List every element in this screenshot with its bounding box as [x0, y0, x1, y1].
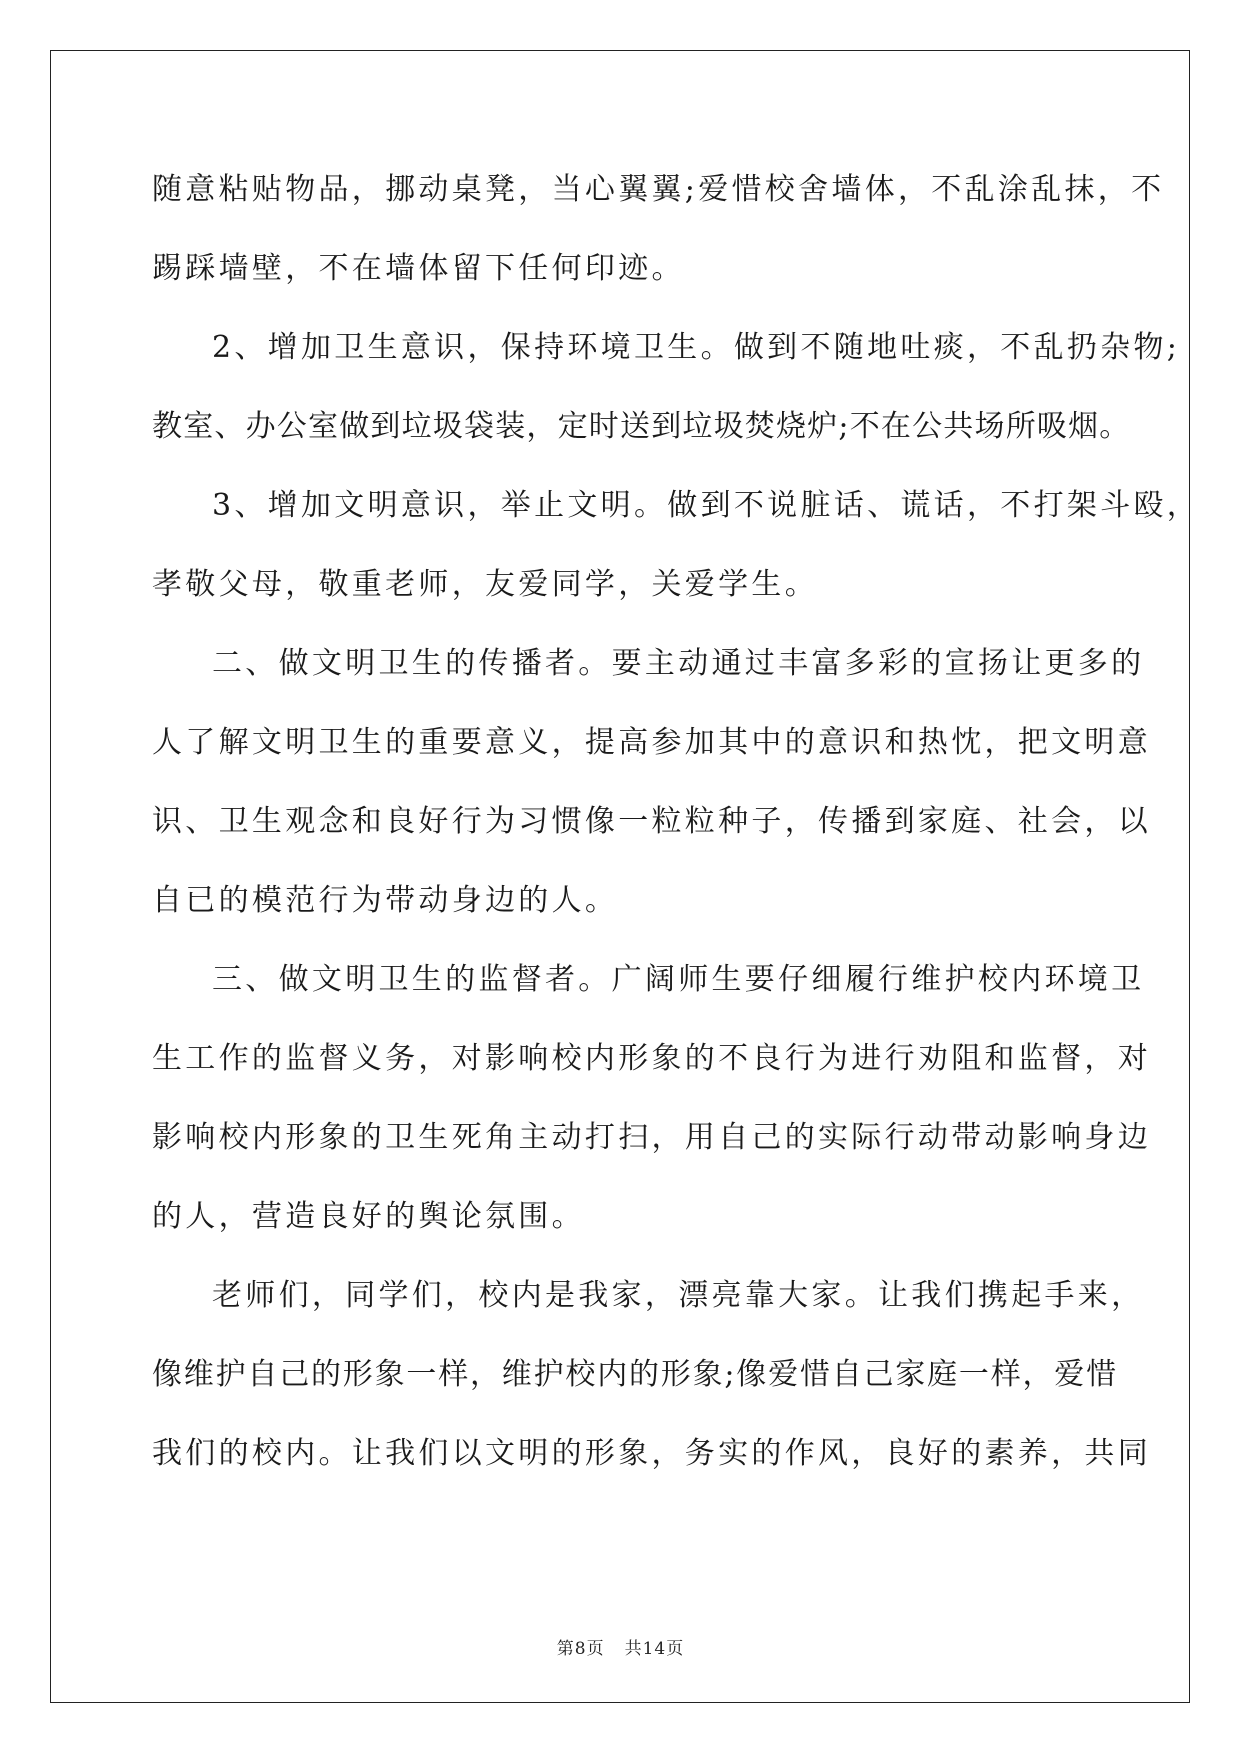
text-line: 三、做文明卫生的监督者。广阔师生要仔细履行维护校内环境卫 — [212, 962, 1145, 997]
page-footer — [0, 1634, 1241, 1659]
page-total: 共14页 — [624, 1639, 685, 1659]
text-line: 孝敬父母，敬重老师，友爱同学，关爱学生。 — [152, 567, 818, 602]
text-line: 的人，营造良好的舆论氛围。 — [152, 1199, 585, 1234]
text-line: 生工作的监督义务，对影响校内形象的不良行为进行劝阻和监督，对 — [152, 1041, 1151, 1076]
text-line: 踢踩墙壁，不在墙体留下任何印迹。 — [152, 251, 685, 286]
text-line: 老师们，同学们，校内是我家，漂亮靠大家。让我们携起手来， — [212, 1278, 1145, 1313]
text-line: 随意粘贴物品，挪动桌凳，当心翼翼;爱惜校舍墙体，不乱涂乱抹，不 — [152, 172, 1165, 207]
text-line: 影响校内形象的卫生死角主动打扫，用自己的实际行动带动影响身边 — [152, 1120, 1151, 1155]
document-body — [152, 160, 1201, 1503]
text-line: 自已的模范行为带动身边的人。 — [152, 883, 619, 918]
text-line: 像维护自己的形象一样，维护校内的形象;像爱惜自己家庭一样，爱惜 — [152, 1357, 1118, 1392]
text-line: 识、卫生观念和良好行为习惯像一粒粒种子，传播到家庭、社会，以 — [152, 804, 1151, 839]
text-line: 2、增加卫生意识，保持环境卫生。做到不随地吐痰，不乱扔杂物; — [212, 330, 1181, 365]
text-line: 二、做文明卫生的传播者。要主动通过丰富多彩的宣扬让更多的 — [212, 646, 1145, 681]
text-line: 3、增加文明意识，举止文明。做到不说脏话、谎话，不打架斗殴， — [212, 488, 1201, 523]
text-line: 我们的校内。让我们以文明的形象，务实的作风，良好的素养，共同 — [152, 1436, 1151, 1471]
page-number: 第8页 — [556, 1639, 605, 1659]
text-line: 人了解文明卫生的重要意义，提高参加其中的意识和热忱，把文明意 — [152, 725, 1151, 760]
text-line: 教室、办公室做到垃圾袋装，定时送到垃圾焚烧炉;不在公共场所吸烟。 — [152, 409, 1131, 444]
